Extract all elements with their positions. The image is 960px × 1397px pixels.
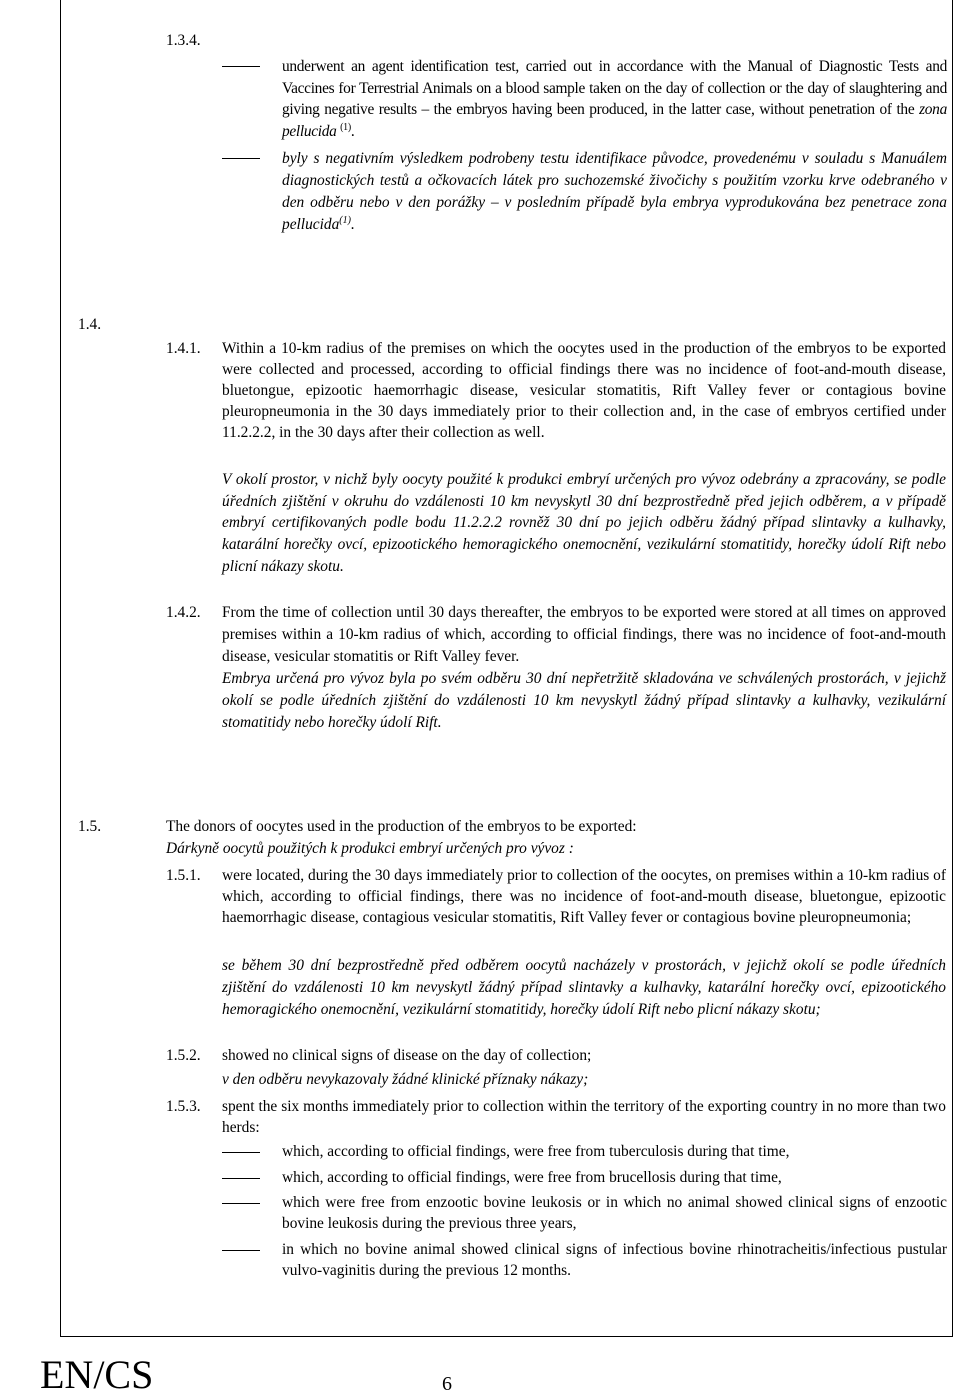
dash-bullet	[222, 158, 260, 159]
section-number: 1.3.4.	[166, 32, 201, 49]
section-heading-cs: Dárkyně oocytů použitých k produkci embryí určených pro vývoz :	[166, 840, 574, 857]
text-en: underwent an agent identification test, carried out in accordance with the Manual of Diagnostic Tests and Vaccines for Terrestrial Animals on a blood sample taken on the day of collection or the day of slaughtering and giving negative results – the embryos having been produced, in the latter case, without penetration of the	[282, 58, 947, 118]
paragraph-en: spent the six months immediately prior to collection within the territory of the exporting country in no more than two herds:	[222, 1098, 946, 1136]
text-cs: byly s negativním výsledkem podrobeny testu identifikace původce, provedenému v souladu s Manuálem diagnostických testů a očkovacích látek pro suchozemské živočichy s použitím vzorku krve odebraného v den odběru nebo v den porážky – v posledním případě byla embrya vyprodukována bez penetrace zona pellucida	[282, 150, 947, 233]
zona-term: zona pellucida	[282, 101, 947, 140]
paragraph-en: From the time of collection until 30 days thereafter, the embryos to be exported were stored at all times on approved premises within a 10-km radius of which, according to official findings, there was no incidence of foot-and-mouth disease, vesicular stomatitis or Rift Valley fever.	[222, 604, 946, 665]
paragraph-en: were located, during the 30 days immediately prior to collection of the oocytes, on premises within a 10-km radius of which, according to official findings, there was no incidence of foot-and-mouth disease, bluetongue, epizootic haemorrhagic disease, contagious vesicular stomatitis, Rift Valley fever or contagious bovine pleuropneumonia;	[222, 867, 946, 926]
paragraph-en: Within a 10-km radius of the premises on which the oocytes used in the production of the embryos to be exported were collected and processed, according to official findings there was no incidence of foot-and-mouth disease, bluetongue, epizootic haemorrhagic disease, vesicular stomatitis, Rift Valley fever or contagious bovine pleuropneumonia in the 30 days immediately prior to their collection and, in the case of embryos certified under 11.2.2.2, in the 30 days after their collection as well.	[222, 340, 946, 441]
dash-bullet	[222, 1178, 260, 1179]
paragraph-cs: v den odběru nevykazovaly žádné klinické příznaky nákazy;	[222, 1071, 589, 1088]
bullet-item: which, according to official findings, were free from tuberculosis during that time,	[282, 1143, 790, 1160]
dash-bullet	[222, 1250, 260, 1251]
dash-bullet	[222, 1152, 260, 1153]
section-number: 1.4.2.	[166, 604, 201, 621]
section-number: 1.5.1.	[166, 867, 201, 884]
bullet-item: in which no bovine animal showed clinical signs of infectious bovine rhinotracheitis/infectious pustular vulvo-vaginitis during the previous 12 months.	[282, 1241, 947, 1279]
section-number: 1.5.	[78, 818, 102, 835]
dash-bullet	[222, 1203, 260, 1204]
paragraph-cs: byly s negativním výsledkem podrobeny testu identifikace původce, provedenému v souladu s Manuálem diagnostických testů a očkovacích látek pro suchozemské živočichy s použitím vzorku krve odebraného v den odběru nebo v den porážky – v posledním případě byla embrya vyprodukována bez penetrace zona pellucida$^{(1)}$.	[282, 150, 947, 233]
bullet-item: which, according to official findings, were free from brucellosis during that time,	[282, 1169, 782, 1186]
footnote-ref: (1)	[340, 121, 351, 133]
section-number: 1.5.2.	[166, 1047, 201, 1064]
paragraph-cs: se během 30 dní bezprostředně před odběrem oocytů nacházely v prostorách, v jejichž okolí se podle úředních zjištění do vzdálenosti 10 km nevyskytl žádný případ slintavky a kulhavky, katarální horečky ovcí, epizootického hemoragického onemocnění, vezikulární stomatitidy, horečky údolí Rift nebo plicní nákazy skotu;	[222, 957, 946, 1018]
section-number: 1.4.1.	[166, 340, 201, 357]
paragraph-cs: Embrya určená pro vývoz byla po svém odběru 30 dní nepřetržitě skladována ve schválených prostorách, v jejichž okolí se podle úředních zjištění do vzdálenosti 10 km nevyskytl žádný případ slintavky a kulhavky, vezikulární stomatitidy nebo horečky údolí Rift.	[222, 670, 946, 731]
footnote-ref: (1)	[339, 214, 351, 226]
paragraph-cs: V okolí prostor, v nichž byly oocyty použité k produkci embryí určených pro vývoz odebrány a zpracovány, se podle úředních zjištění v okruhu do vzdálenosti 10 km nevyskytl 30 dní bezprostředně před jejich odběrem, a v případě embryí certifikovaných podle bodu 11.2.2.2 rovněž 30 dní po jejich odběru žádný případ slintavky a kulhavky, katarální horečky ovcí, epizootického hemoragického onemocnění, vezikulární stomatitidy, horečky údolí Rift nebo plicní nákazy skotu.	[222, 471, 946, 575]
paragraph-en: underwent an agent identification test, carried out in accordance with the Manual of Diagnostic Tests and Vaccines for Terrestrial Animals on a blood sample taken on the day of collection or the day of slaughtering and giving negative results – the embryos having been produced, in the latter case, without penetration of the zona pellucida $^{(1)}$.	[282, 58, 947, 140]
dash-bullet	[222, 66, 260, 67]
paragraph-en: showed no clinical signs of disease on the day of collection;	[222, 1047, 592, 1064]
bullet-item: which were free from enzootic bovine leukosis or in which no animal showed clinical signs of enzootic bovine leukosis during the previous three years,	[282, 1194, 947, 1232]
language-label: EN/CS	[40, 1352, 154, 1397]
section-heading-en: The donors of oocytes used in the production of the embryos to be exported:	[166, 818, 637, 835]
page-number: 6	[442, 1373, 452, 1395]
section-number: 1.4.	[78, 316, 102, 333]
section-number: 1.5.3.	[166, 1098, 201, 1115]
